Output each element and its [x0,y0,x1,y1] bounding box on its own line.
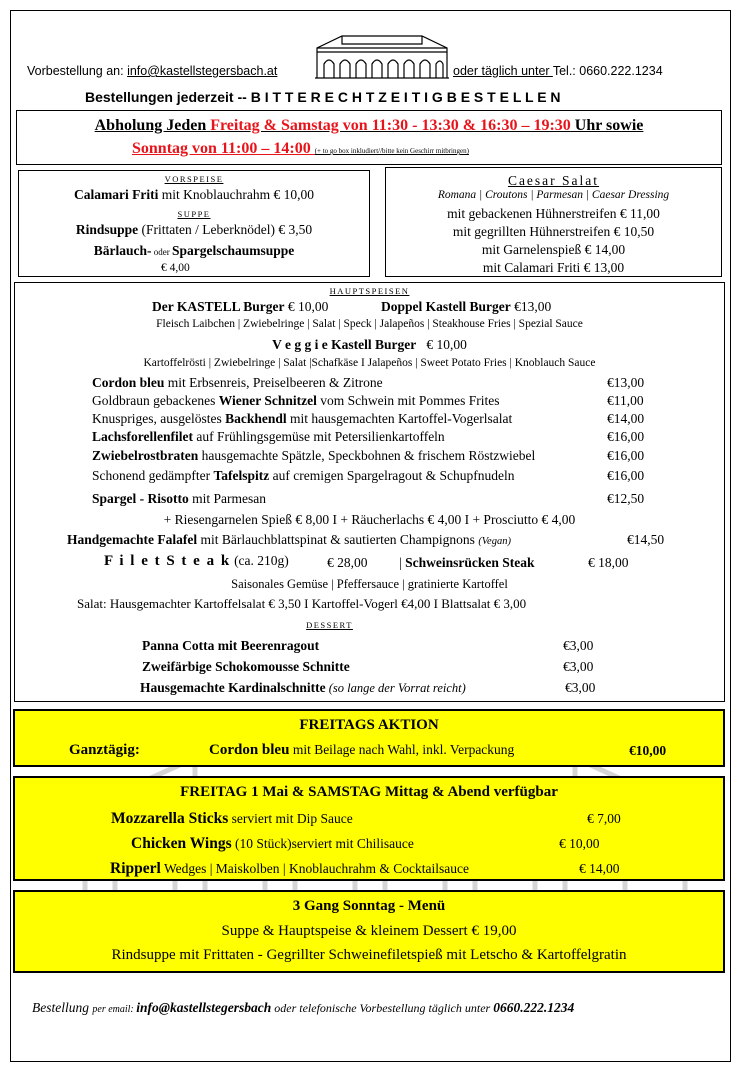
fs-item-desc: (10 Stück)serviert mit Chilisauce [231,836,414,851]
item-desc: vom Schwein mit Pommes Frites [316,393,500,408]
item-name: Backhendl [225,411,287,426]
dessert-label: DESSERT [306,620,353,630]
schwein-name: Schweinsrücken Steak [405,555,535,570]
rindsuppe-name: Rindsuppe [75,222,139,237]
sonntag-menu-line1: Suppe & Hauptspeise & kleinem Dessert € 19,00 [221,923,517,939]
item-name: Tafelspitz [213,468,270,483]
item-price: €16,00 [607,468,645,483]
sonntag-menu-box [13,890,725,973]
salat-line [77,596,526,612]
togo-note: (+ to go box inkludiert//bitte kein Geschirr mitbringen) [314,147,469,155]
hauptspeisen-label: HAUPTSPEISEN [329,286,410,296]
item-name: Lachsforellenfilet [92,429,193,444]
item-price: €13,00 [607,375,645,390]
item-desc: mit Erbsenreis, Preiselbeeren & Zitrone [164,375,383,390]
item-pre: Knuspriges, ausgelöstes [92,411,226,426]
dessert-name: Zweifärbige Schokomousse Schnitte [142,659,350,674]
hauptspeise-item [92,393,499,409]
dessert-item [142,659,350,675]
fs-item-name: Chicken Wings [131,835,232,852]
fs-item-desc: Wedges | Maiskolben | Knoblauchrahm & Cocktailsauce [160,861,469,876]
item-price: €14,00 [607,411,645,426]
hauptspeise-item [92,468,515,484]
abholung-part3: Uhr sowie [570,117,644,134]
hauptspeise-item [92,429,445,445]
tel-label: Tel.: 0660.222.1234 [552,64,663,78]
calamari-line [19,187,369,203]
abholung-times: Freitag & Samstag von 11:30 - 13:30 & 16:30 – 19:30 [210,117,571,134]
phone-prefix: oder täglich unter [453,64,553,78]
fs-item-name: Mozzarella Sticks [111,810,229,827]
footer-prefix: Bestellung [32,1000,93,1015]
abholung-box [16,110,722,165]
baerlauch-name: Bärlauch- [93,243,152,258]
caesar-box [385,167,722,277]
freitag-samstag-box [13,776,725,881]
burger1-name: Der KASTELL Burger [152,299,285,314]
dessert-price: €3,00 [563,659,594,674]
freitag-samstag-title: FREITAG 1 Mai & SAMSTAG Mittag & Abend verfügbar [180,784,558,800]
dessert-name: Panna Cotta mit Beerenragout [142,638,320,653]
item-desc: auf Frühlingsgemüse mit Petersilienkartoffeln [192,429,445,444]
bestellungen-banner: Bestellungen jederzeit -- B I T T E R E C H T Z E I T I G B E S T E L L E N [85,89,561,105]
footer-phone[interactable]: 0660.222.1234 [493,1000,575,1015]
salat-text: Salat: Hausgemachter Kartoffelsalat € 3,50 I Kartoffel-Vogerl €4,00 I Blattsalat € 3,00 [77,596,527,611]
item-desc: mit hausgemachten Kartoffel-Vogerlsalat [286,411,513,426]
freitag-samstag-item [131,835,414,853]
item-price: €16,00 [607,448,645,463]
caesar-item: mit gegrillten Hühnerstreifen € 10,50 [452,224,655,239]
hauptspeise-item [92,375,383,391]
item-price: €12,50 [607,491,645,506]
baerlauch-price: € 4,00 [161,262,190,274]
freitag-samstag-item [111,810,353,828]
sonntag-line [132,140,469,158]
preorder-prefix: Vorbestellung an: [27,64,128,78]
falafel-line [67,532,511,548]
hauptspeise-item [92,411,512,427]
item-desc: auf cremigen Spargelragout & Schupfnudeln [269,468,515,483]
caesar-item: mit Calamari Friti € 13,00 [482,260,625,275]
dessert-price: €3,00 [563,638,594,653]
item-name: Zwiebelrostbraten [92,448,199,463]
vorspeise-box [18,170,370,277]
hauptspeise-item [92,448,535,464]
kastell-burger-line [152,299,328,315]
spargel-name: Spargelschaumsuppe [171,243,295,258]
dessert-note: (so lange der Vorrat reicht) [325,681,466,695]
baerlauch-line [19,243,369,259]
caesar-title: Caesar Salat [507,173,600,188]
rindsuppe-desc: (Frittaten / Leberknödel) € 3,50 [138,222,313,237]
freitags-aktion-price: €10,00 [629,743,667,758]
veggie-price: € 10,00 [426,337,467,352]
freitags-aktion-title: FREITAGS AKTION [299,717,439,733]
veggie-burger-line [15,337,724,353]
vorspeise-label: VORSPEISE [164,174,224,184]
item-name: Spargel - Risotto [92,491,189,506]
falafel-price: €14,50 [627,532,665,547]
fs-item-desc: serviert mit Dip Sauce [228,811,353,826]
kastell-logo-icon [312,30,452,80]
burger-desc: Fleisch Laibchen | Zwiebelringe | Salat | Speck | Jalapeños | Steakhouse Fries | Spezial Sauce [156,318,583,330]
item-price: €16,00 [607,429,645,444]
dessert-name: Hausgemachte Kardinalschnitte [140,680,326,695]
caesar-item: mit Garnelenspieß € 14,00 [481,242,626,257]
dessert-price: €3,00 [565,680,596,695]
suppe-label: SUPPE [177,209,211,219]
footer-per-email: per email: [92,1004,137,1015]
schwein-line: | Schweinsrücken Steak [399,555,535,570]
falafel-vegan: (Vegan) [478,536,511,547]
footer-middle: oder telefonische Vorbestellung täglich unter [271,1001,494,1015]
preorder-phone-line [453,64,663,78]
freitag-samstag-item [110,860,469,878]
preorder-line [27,64,277,78]
filet-weight: (ca. 210g) [230,553,289,568]
fs-item-name: Ripperl [110,860,161,877]
item-name: Cordon bleu [92,375,165,390]
freitags-aktion-desc: mit Beilage nach Wahl, inkl. Verpackung [289,742,515,757]
freitags-aktion-line [209,742,514,759]
item-pre: Goldbraun gebackenes [92,393,219,408]
filet-line [104,553,289,570]
footer-line [32,1000,574,1016]
freitags-aktion-box [13,709,725,767]
ganztaegig-label: Ganztägig: [69,742,140,758]
veggie-desc: Kartoffelrösti | Zwiebelringe | Salat |Schafkäse I Jalapeños | Sweet Potato Fries | Knoblauch Sauce [143,357,596,369]
item-price: €11,00 [607,393,644,408]
veggie-name: V e g g i e Kastell Burger [272,337,417,352]
item-name: Wiener Schnitzel [218,393,317,408]
falafel-name: Handgemachte Falafel [67,532,198,547]
item-pre: Schonend gedämpfter [92,468,214,483]
dessert-item [140,680,466,696]
sonntag-menu-line2: Rindsuppe mit Frittaten - Gegrillter Schweinefiletspieß mit Letscho & Kartoffelgratin [111,947,627,963]
filet-name: F i l e t S t e a k [104,553,231,569]
steak-sides: Saisonales Gemüse | Pfeffersauce | gratinierte Kartoffel [231,577,508,591]
fs-item-price: € 10,00 [559,836,600,851]
risotto-extras: + Riesengarnelen Spieß € 8,00 I + Räucherlachs € 4,00 I + Prosciutto € 4,00 [163,512,576,527]
abholung-part1: Abholung Jeden [94,117,211,134]
baerlauch-oder: oder [151,247,172,257]
abholung-line [17,117,721,135]
sonntag-menu-title: 3 Gang Sonntag - Menü [292,898,446,914]
schwein-price: € 18,00 [588,555,629,570]
item-desc: mit Parmesan [188,491,266,506]
rindsuppe-line [19,222,369,238]
fs-item-price: € 7,00 [587,811,621,826]
caesar-subtitle: Romana | Croutons | Parmesan | Caesar Dressing [437,189,670,201]
hauptspeise-item [92,491,266,507]
footer-email-link[interactable]: info@kastellstegersbach [136,1000,272,1015]
filet-price: € 28,00 [327,555,368,570]
calamari-desc: mit Knoblauchrahm € 10,00 [158,187,314,202]
fs-item-price: € 14,00 [579,861,620,876]
hauptspeisen-box [14,282,725,702]
burger2-name: Doppel Kastell Burger [381,299,511,314]
sonntag-times: Sonntag von 11:00 – 14:00 [132,140,315,157]
caesar-item: mit gebackenen Hühnerstreifen € 11,00 [447,206,660,221]
burger1-price: € 10,00 [284,299,329,314]
header-email-link[interactable]: info@kastellstegersbach.at [127,64,278,78]
doppel-burger-line [381,299,551,315]
dessert-item [142,638,319,654]
calamari-name: Calamari Friti [74,187,159,202]
burger2-price: €13,00 [510,299,552,314]
falafel-desc: mit Bärlauchblattspinat & sautierten Champignons [197,532,479,547]
item-desc: hausgemachte Spätzle, Speckbohnen & frischem Röstzwiebel [198,448,536,463]
freitags-aktion-name: Cordon bleu [209,742,290,758]
